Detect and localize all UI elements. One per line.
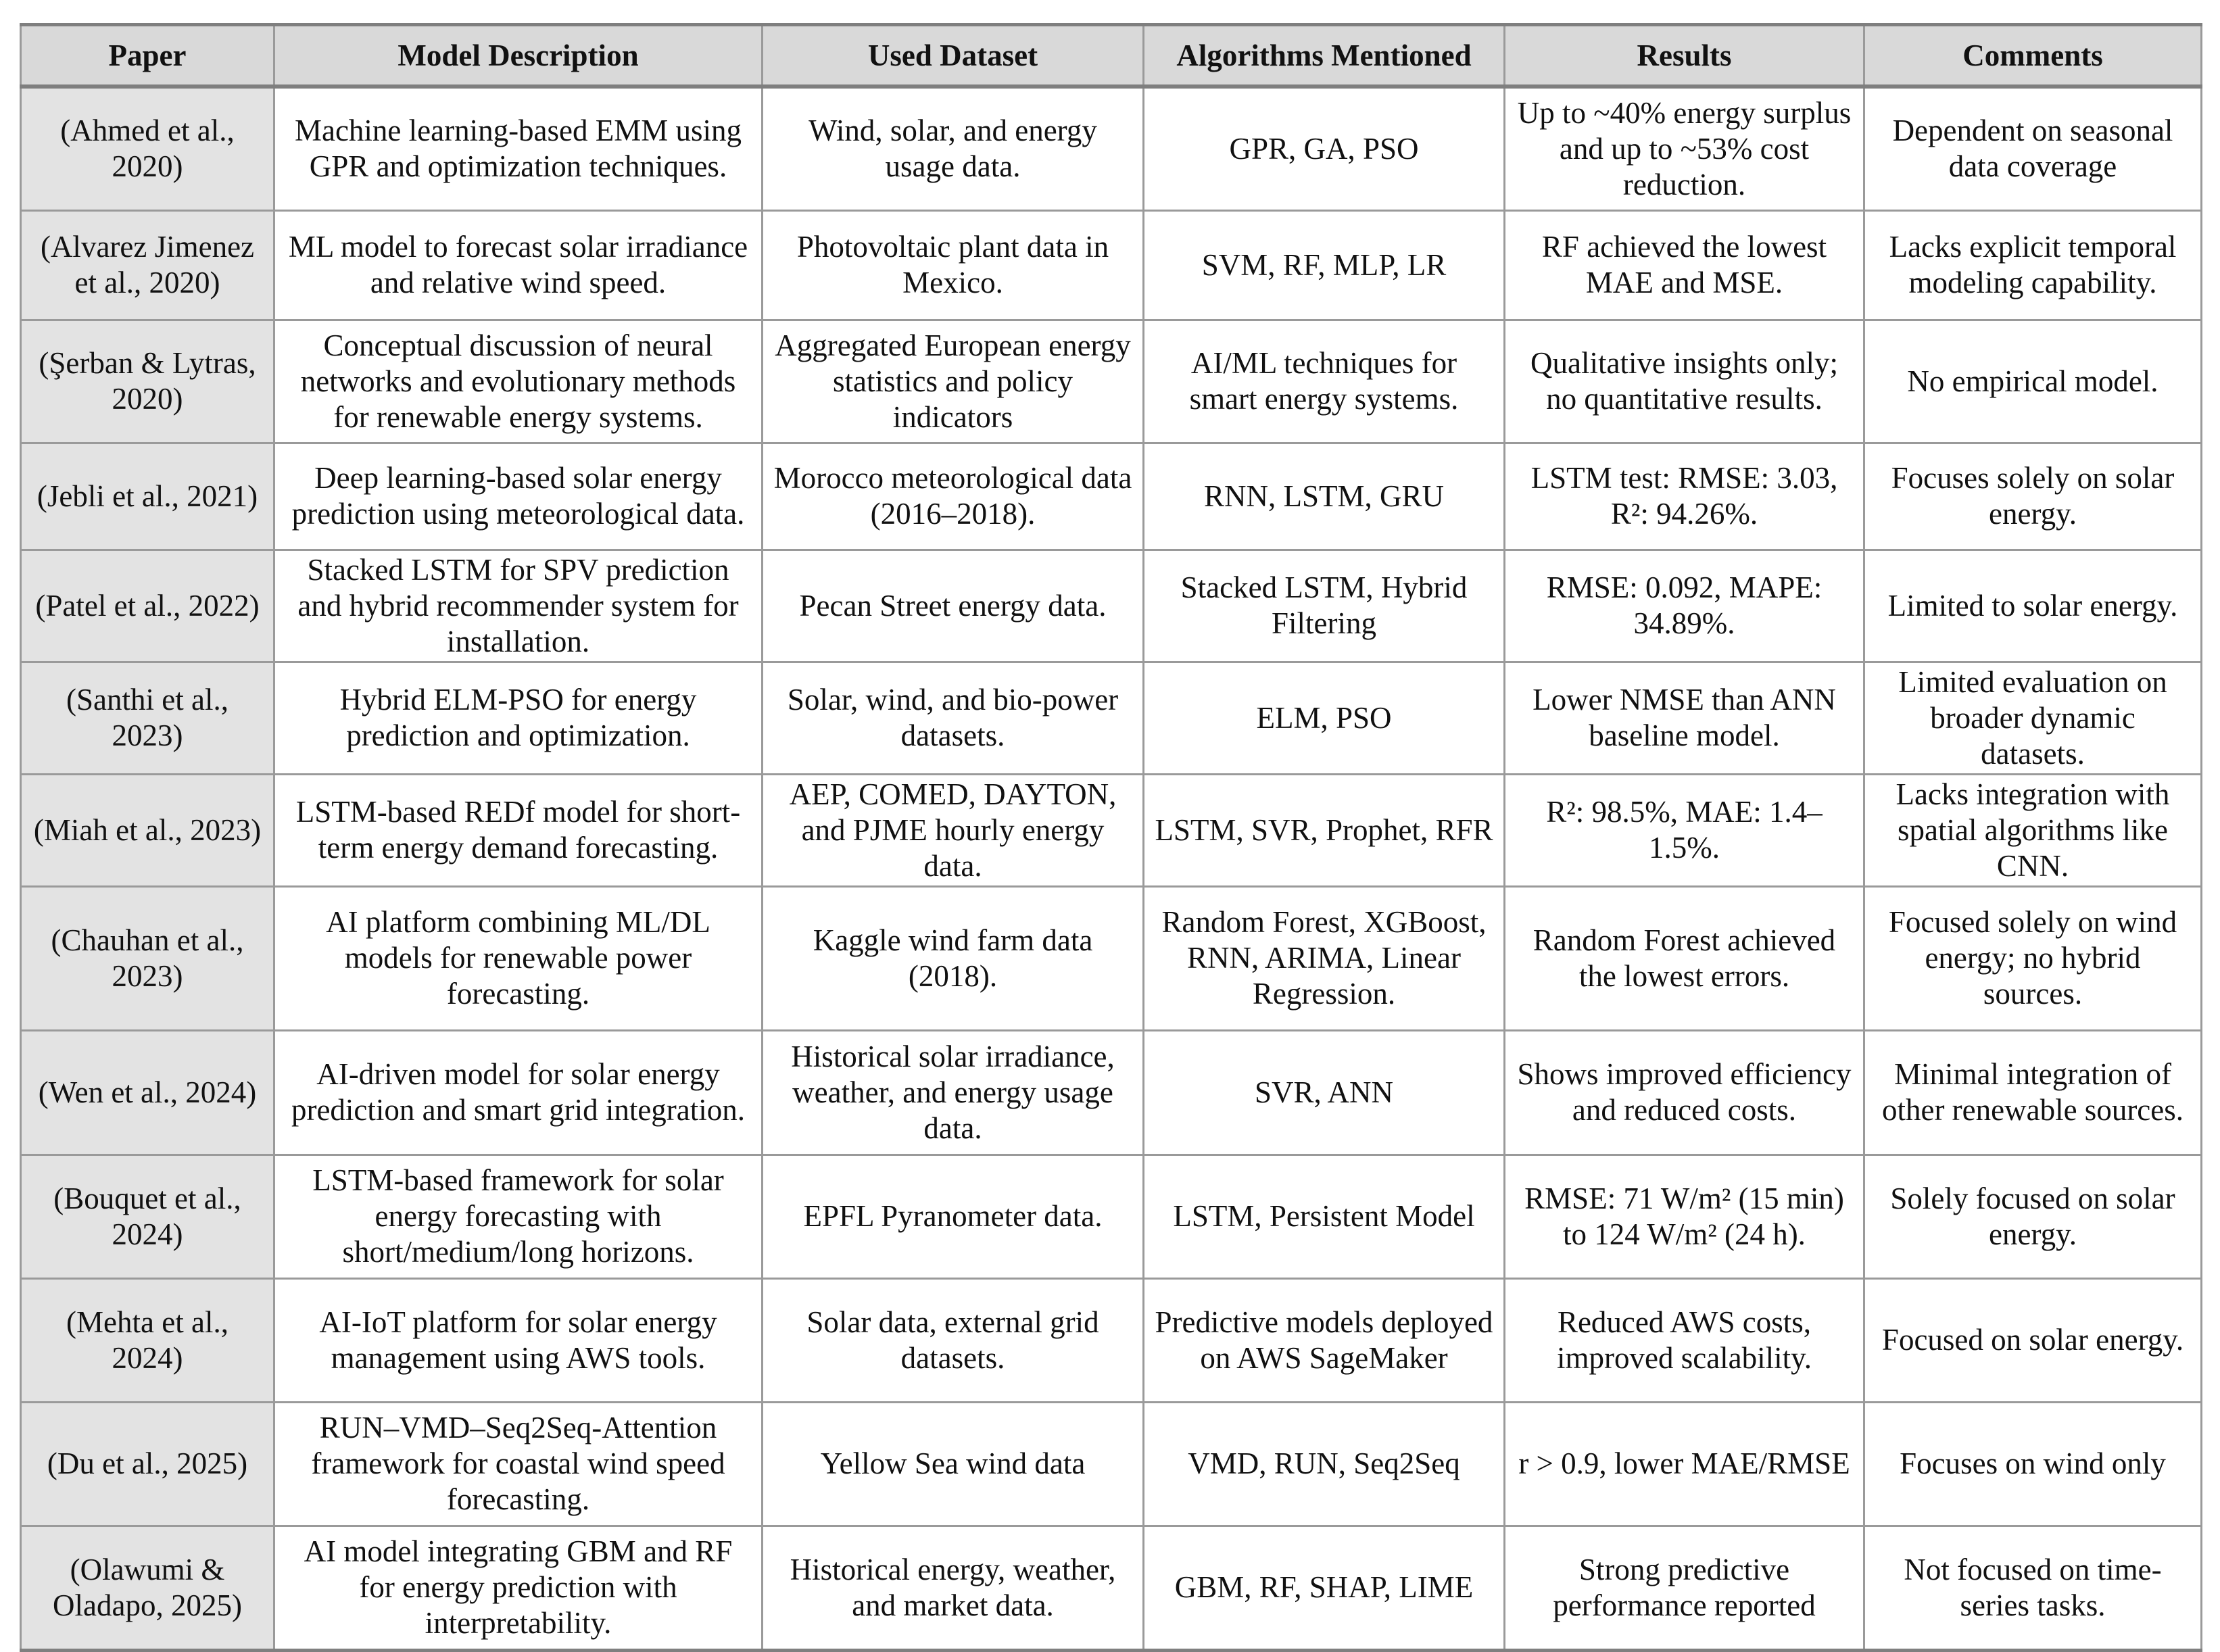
comments-cell: Limited evaluation on broader dynamic datasets. — [1864, 662, 2202, 774]
paper-cell: (Santhi et al., 2023) — [21, 662, 274, 774]
dataset-cell: Pecan Street energy data. — [763, 550, 1144, 662]
dataset-cell: EPFL Pyranometer data. — [763, 1155, 1144, 1278]
table-header-row — [21, 25, 2202, 87]
model-description-cell: AI platform combining ML/DL models for renewable power forecasting. — [274, 886, 763, 1030]
header-used-dataset: Used Dataset — [763, 25, 1144, 87]
results-cell: Qualitative insights only; no quantitative results. — [1505, 320, 1864, 443]
dataset-cell: Wind, solar, and energy usage data. — [763, 87, 1144, 210]
results-cell: RMSE: 0.092, MAPE: 34.89%. — [1505, 550, 1864, 662]
algorithms-cell: SVM, RF, MLP, LR — [1144, 210, 1505, 320]
table-row — [21, 1155, 2202, 1278]
comments-cell: Lacks explicit temporal modeling capability. — [1864, 210, 2202, 320]
dataset-cell: Solar, wind, and bio-power datasets. — [763, 662, 1144, 774]
dataset-cell: Yellow Sea wind data — [763, 1402, 1144, 1526]
algorithms-cell: Predictive models deployed on AWS SageMaker — [1144, 1278, 1505, 1402]
paper-cell: (Wen et al., 2024) — [21, 1030, 274, 1155]
algorithms-cell: RNN, LSTM, GRU — [1144, 443, 1505, 550]
literature-table-container — [20, 23, 2200, 1652]
literature-review-table — [20, 23, 2202, 1652]
table-row — [21, 443, 2202, 550]
dataset-cell: Kaggle wind farm data (2018). — [763, 886, 1144, 1030]
model-description-cell: AI-IoT platform for solar energy management using AWS tools. — [274, 1278, 763, 1402]
results-cell: Shows improved efficiency and reduced costs. — [1505, 1030, 1864, 1155]
table-row — [21, 87, 2202, 210]
dataset-cell: Morocco meteorological data (2016–2018). — [763, 443, 1144, 550]
model-description-cell: Hybrid ELM-PSO for energy prediction and optimization. — [274, 662, 763, 774]
model-description-cell: AI-driven model for solar energy prediction and smart grid integration. — [274, 1030, 763, 1155]
table-row — [21, 1030, 2202, 1155]
header-paper: Paper — [21, 25, 274, 87]
paper-cell: (Şerban & Lytras, 2020) — [21, 320, 274, 443]
paper-cell: (Alvarez Jimenez et al., 2020) — [21, 210, 274, 320]
comments-cell: Minimal integration of other renewable sources. — [1864, 1030, 2202, 1155]
table-row — [21, 1402, 2202, 1526]
paper-cell: (Chauhan et al., 2023) — [21, 886, 274, 1030]
dataset-cell: Photovoltaic plant data in Mexico. — [763, 210, 1144, 320]
results-cell: Strong predictive performance reported — [1505, 1526, 1864, 1650]
model-description-cell: LSTM-based REDf model for short-term energy demand forecasting. — [274, 774, 763, 886]
paper-cell: (Olawumi & Oladapo, 2025) — [21, 1526, 274, 1650]
results-cell: Up to ~40% energy surplus and up to ~53% cost reduction. — [1505, 87, 1864, 210]
table-row — [21, 210, 2202, 320]
algorithms-cell: LSTM, Persistent Model — [1144, 1155, 1505, 1278]
algorithms-cell: Random Forest, XGBoost, RNN, ARIMA, Linear Regression. — [1144, 886, 1505, 1030]
comments-cell: Dependent on seasonal data coverage — [1864, 87, 2202, 210]
paper-cell: (Patel et al., 2022) — [21, 550, 274, 662]
algorithms-cell: GBM, RF, SHAP, LIME — [1144, 1526, 1505, 1650]
comments-cell: Focused solely on wind energy; no hybrid sources. — [1864, 886, 2202, 1030]
algorithms-cell: VMD, RUN, Seq2Seq — [1144, 1402, 1505, 1526]
model-description-cell: LSTM-based framework for solar energy forecasting with short/medium/long horizons. — [274, 1155, 763, 1278]
model-description-cell: ML model to forecast solar irradiance and relative wind speed. — [274, 210, 763, 320]
table-row — [21, 320, 2202, 443]
dataset-cell: Solar data, external grid datasets. — [763, 1278, 1144, 1402]
model-description-cell: Conceptual discussion of neural networks and evolutionary methods for renewable energy systems. — [274, 320, 763, 443]
results-cell: Random Forest achieved the lowest errors. — [1505, 886, 1864, 1030]
paper-cell: (Du et al., 2025) — [21, 1402, 274, 1526]
paper-cell: (Miah et al., 2023) — [21, 774, 274, 886]
table-row — [21, 550, 2202, 662]
header-algorithms-mentioned: Algorithms Mentioned — [1144, 25, 1505, 87]
comments-cell: No empirical model. — [1864, 320, 2202, 443]
model-description-cell: RUN–VMD–Seq2Seq-Attention framework for coastal wind speed forecasting. — [274, 1402, 763, 1526]
comments-cell: Lacks integration with spatial algorithms like CNN. — [1864, 774, 2202, 886]
comments-cell: Focuses on wind only — [1864, 1402, 2202, 1526]
dataset-cell: Aggregated European energy statistics and policy indicators — [763, 320, 1144, 443]
table-row — [21, 662, 2202, 774]
algorithms-cell: GPR, GA, PSO — [1144, 87, 1505, 210]
paper-cell: (Jebli et al., 2021) — [21, 443, 274, 550]
dataset-cell: Historical solar irradiance, weather, and energy usage data. — [763, 1030, 1144, 1155]
paper-cell: (Bouquet et al., 2024) — [21, 1155, 274, 1278]
table-row — [21, 1526, 2202, 1650]
comments-cell: Limited to solar energy. — [1864, 550, 2202, 662]
paper-cell: (Ahmed et al., 2020) — [21, 87, 274, 210]
comments-cell: Focused on solar energy. — [1864, 1278, 2202, 1402]
results-cell: RMSE: 71 W/m² (15 min) to 124 W/m² (24 h). — [1505, 1155, 1864, 1278]
algorithms-cell: SVR, ANN — [1144, 1030, 1505, 1155]
table-row — [21, 886, 2202, 1030]
paper-cell: (Mehta et al., 2024) — [21, 1278, 274, 1402]
comments-cell: Focuses solely on solar energy. — [1864, 443, 2202, 550]
algorithms-cell: LSTM, SVR, Prophet, RFR — [1144, 774, 1505, 886]
dataset-cell: Historical energy, weather, and market data. — [763, 1526, 1144, 1650]
results-cell: Lower NMSE than ANN baseline model. — [1505, 662, 1864, 774]
header-comments: Comments — [1864, 25, 2202, 87]
results-cell: Reduced AWS costs, improved scalability. — [1505, 1278, 1864, 1402]
results-cell: r > 0.9, lower MAE/RMSE — [1505, 1402, 1864, 1526]
algorithms-cell: AI/ML techniques for smart energy systems. — [1144, 320, 1505, 443]
comments-cell: Not focused on time-series tasks. — [1864, 1526, 2202, 1650]
algorithms-cell: Stacked LSTM, Hybrid Filtering — [1144, 550, 1505, 662]
results-cell: RF achieved the lowest MAE and MSE. — [1505, 210, 1864, 320]
results-cell: R²: 98.5%, MAE: 1.4–1.5%. — [1505, 774, 1864, 886]
model-description-cell: Stacked LSTM for SPV prediction and hybrid recommender system for installation. — [274, 550, 763, 662]
table-row — [21, 1278, 2202, 1402]
dataset-cell: AEP, COMED, DAYTON, and PJME hourly energy data. — [763, 774, 1144, 886]
results-cell: LSTM test: RMSE: 3.03, R²: 94.26%. — [1505, 443, 1864, 550]
comments-cell: Solely focused on solar energy. — [1864, 1155, 2202, 1278]
model-description-cell: Deep learning-based solar energy prediction using meteorological data. — [274, 443, 763, 550]
header-model-description: Model Description — [274, 25, 763, 87]
algorithms-cell: ELM, PSO — [1144, 662, 1505, 774]
model-description-cell: AI model integrating GBM and RF for energy prediction with interpretability. — [274, 1526, 763, 1650]
model-description-cell: Machine learning-based EMM using GPR and optimization techniques. — [274, 87, 763, 210]
header-results: Results — [1505, 25, 1864, 87]
table-row — [21, 774, 2202, 886]
